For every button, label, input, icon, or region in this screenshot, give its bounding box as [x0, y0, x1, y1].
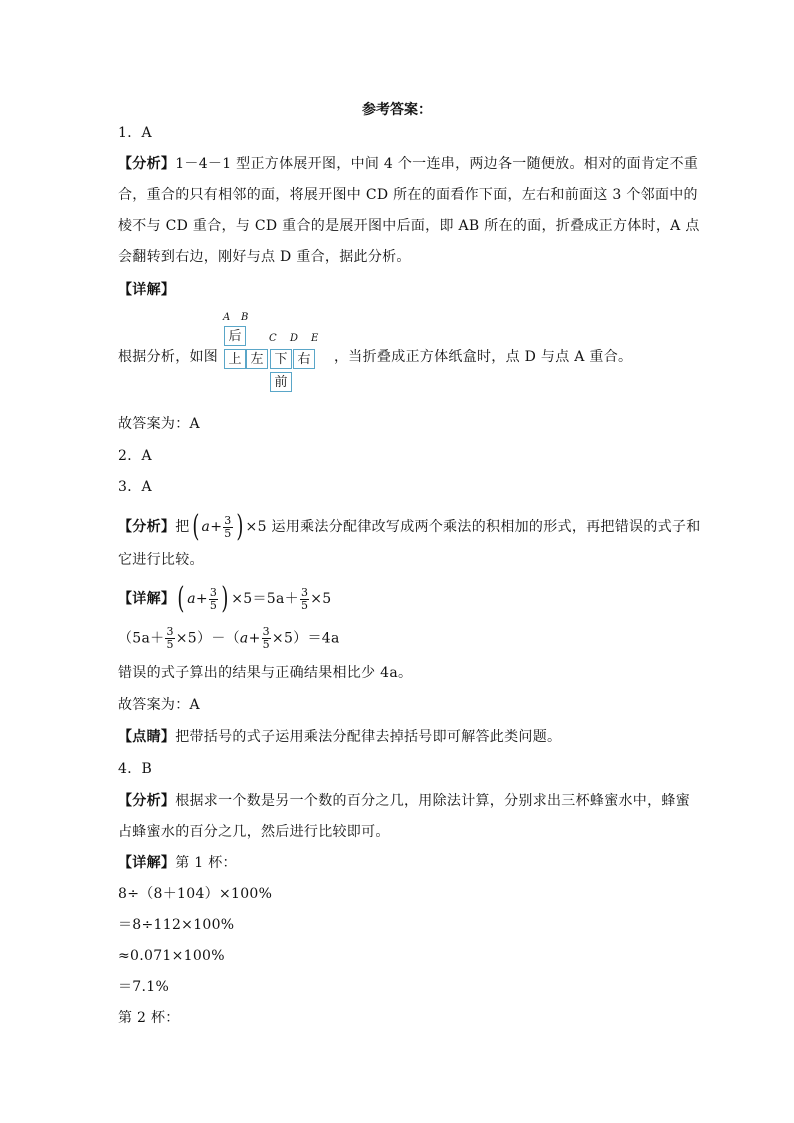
- q4-analysis-line-1: 【分析】根据求一个数是另一个数的百分之几，用除法计算，分别求出三杯蜂蜜水中，蜂蜜: [118, 793, 691, 809]
- q4-cup-2: 第 2 杯：: [118, 1010, 180, 1026]
- net-cell-top: 上: [224, 349, 246, 369]
- page-title: 参考答案：: [362, 102, 432, 118]
- q1-analysis-line-3: 棱不与 CD 重合，与 CD 重合的是展开图中后面，即 AB 所在的面，折叠成正方体时，A 点: [118, 218, 700, 234]
- q4-calc-1: 8÷（8＋104）×100%: [118, 886, 273, 902]
- q1-analysis-line-1: 【分析】1－4－1 型正方体展开图，中间 4 个一连串，两边各一随便放。相对的面肯定不重: [118, 156, 699, 172]
- q1-analysis-line-2: 合，重合的只有相邻的面，将展开图中 CD 所在的面看作下面，左右和前面这 3 个邻面中的: [118, 187, 698, 203]
- q3-number: 3．A: [118, 479, 152, 495]
- q3-analysis-line-2: 它进行比较。: [118, 552, 204, 568]
- q2-number: 2．A: [118, 448, 152, 464]
- q1-detail-post: ，当折叠成正方体纸盒时，点 D 与点 A 重合。: [334, 349, 633, 365]
- q4-calc-4: ＝7.1%: [118, 979, 170, 995]
- net-label-b: B: [241, 312, 249, 323]
- q3-detail-line-2: （5a＋ $\frac{3}{5}$ ×5）－（a+ $\frac{3}{5}$ ×5）＝4a: [118, 625, 340, 651]
- q1-detail-tag: 【详解】: [118, 282, 176, 298]
- q3-wrong-line: 错误的式子算出的结果与正确结果相比少 4a。: [118, 665, 413, 681]
- analysis-tag: 【分析】: [118, 156, 176, 172]
- cube-net-figure: [222, 312, 332, 396]
- q3-answer: 故答案为：A: [118, 697, 200, 713]
- q4-analysis-line-2: 占蜂蜜水的百分之几，然后进行比较即可。: [118, 824, 390, 840]
- q3-detail-line-1: 【详解】( a+ $\frac{3}{5}$ ) ×5＝5a＋ $\frac{3}{5}$ ×5: [118, 581, 332, 616]
- net-cell-front: 前: [270, 372, 292, 392]
- q1-detail-pre: 根据分析，如图: [118, 349, 219, 365]
- q1-answer: 故答案为：A: [118, 416, 200, 432]
- net-cell-back: 后: [224, 326, 246, 346]
- q3-analysis-line-1: 【分析】把( a+ $\frac{3}{5}$ ) ×5 运用乘法分配律改写成两个乘法的积相加的形式，再把错误的式子和: [118, 509, 701, 544]
- net-label-d: D: [290, 333, 299, 344]
- net-cell-left: 左: [246, 349, 268, 369]
- q1-analysis-line-4: 会翻转到右边，刚好与点 D 重合，据此分析。: [118, 249, 411, 265]
- q4-calc-2: ＝8÷112×100%: [118, 917, 235, 933]
- q4-number: 4．B: [118, 761, 153, 777]
- fraction-3-5: $\frac{3}{5}$: [224, 513, 232, 540]
- q3-tip: 【点睛】把带括号的式子运用乘法分配律去掉括号即可解答此类问题。: [118, 729, 562, 745]
- net-label-c: C: [269, 333, 277, 344]
- q1-number: 1．A: [118, 125, 152, 141]
- net-cell-bottom: 下: [270, 349, 292, 369]
- q4-detail-line: 【详解】第 1 杯：: [118, 855, 237, 871]
- net-label-e: E: [311, 333, 319, 344]
- net-cell-right: 右: [293, 349, 315, 369]
- net-label-a: A: [223, 312, 231, 323]
- q4-calc-3: ≈0.071×100%: [118, 948, 225, 964]
